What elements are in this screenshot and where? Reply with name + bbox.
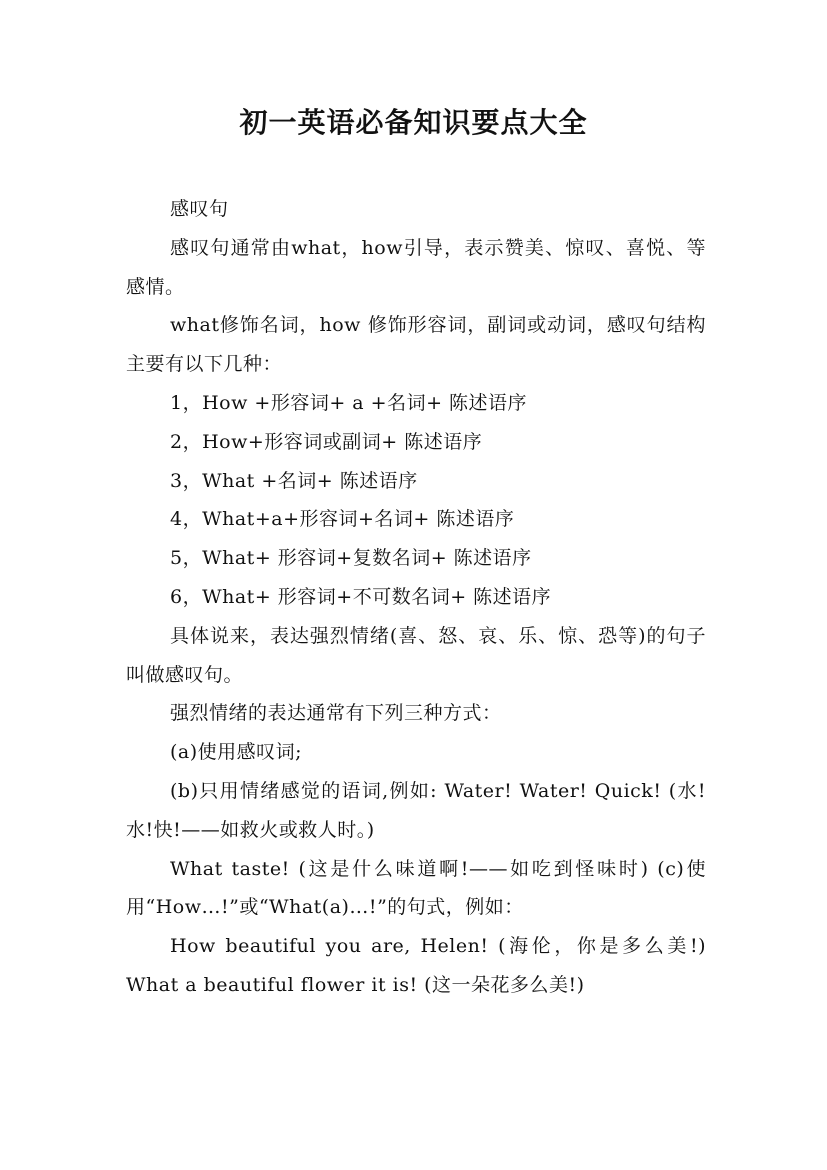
paragraph: How beautiful you are, Helen! (海伦，你是多么美!) What a beautiful flower it is! (这一朵花多么美!) xyxy=(126,935,706,996)
paragraph: 感叹句 xyxy=(170,198,229,220)
paragraph: 6，What+ 形容词+不可数名词+ 陈述语序 xyxy=(170,585,552,608)
document-body xyxy=(126,190,706,1005)
paragraph: 感叹句通常由what，how引导，表示赞美、惊叹、喜悦、等感情。 xyxy=(126,236,706,298)
paragraph: 具体说来，表达强烈情绪(喜、怒、哀、乐、惊、恐等)的句子叫做感叹句。 xyxy=(126,624,706,686)
paragraph: 2，How+形容词或副词+ 陈述语序 xyxy=(170,430,483,453)
paragraph: 强烈情绪的表达通常有下列三种方式： xyxy=(170,702,502,725)
paragraph: 3，What +名词+ 陈述语序 xyxy=(170,469,418,492)
paragraph: (a)使用感叹词; xyxy=(170,741,303,764)
paragraph: What taste! (这是什么味道啊!——如吃到怪味时) (c)使用“How…!”或“What(a)…!”的句式，例如： xyxy=(126,857,706,919)
paragraph: what修饰名词，how 修饰形容词，副词或动词，感叹句结构主要有以下几种： xyxy=(126,314,706,376)
paragraph: 5，What+ 形容词+复数名词+ 陈述语序 xyxy=(170,547,532,570)
document-title: 初一英语必备知识要点大全 xyxy=(239,106,588,139)
paragraph: (b)只用情绪感觉的语词,例如: Water! Water! Quick! (水!水!快!——如救火或救人时。) xyxy=(126,779,706,841)
paragraph: 1，How +形容词+ a +名词+ 陈述语序 xyxy=(170,391,528,414)
paragraph: 4，What+a+形容词+名词+ 陈述语序 xyxy=(170,508,515,531)
